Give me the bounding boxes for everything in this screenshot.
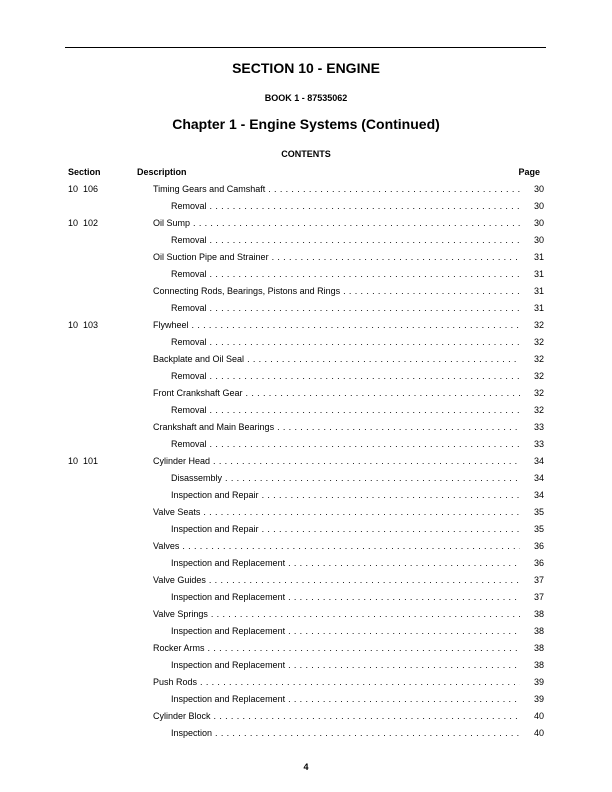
toc-row — [0, 623, 612, 640]
page-number: 4 — [303, 762, 309, 772]
toc-entry — [153, 708, 544, 725]
toc-description: Cylinder Block — [153, 711, 211, 721]
toc-row — [0, 266, 612, 283]
section-title: SECTION 10 - ENGINE — [232, 60, 380, 76]
toc-page-number: 36 — [533, 541, 544, 551]
toc-leader-dots — [288, 555, 520, 572]
toc-leader-dots — [210, 232, 520, 249]
toc-entry — [171, 198, 544, 215]
toc-page-number: 33 — [533, 439, 544, 449]
toc-page-number: 30 — [533, 218, 544, 228]
toc-entry — [153, 351, 544, 368]
toc-description: Oil Sump — [153, 218, 191, 228]
toc-description: Removal — [171, 405, 207, 415]
toc-description: Inspection and Replacement — [171, 694, 286, 704]
toc-leader-dots — [247, 351, 520, 368]
top-rule — [65, 47, 546, 48]
toc-row — [0, 521, 612, 538]
toc-entry — [171, 487, 544, 504]
toc-description: Rocker Arms — [153, 643, 205, 653]
toc-page-number: 30 — [533, 184, 544, 194]
toc-row — [0, 470, 612, 487]
toc-leader-dots — [288, 623, 520, 640]
toc-row — [0, 215, 612, 232]
table-of-contents — [0, 181, 612, 742]
toc-row — [0, 249, 612, 266]
toc-page-number: 32 — [533, 388, 544, 398]
toc-leader-dots — [193, 215, 520, 232]
toc-row — [0, 487, 612, 504]
toc-leader-dots — [288, 589, 520, 606]
toc-description: Valve Seats — [153, 507, 201, 517]
toc-row — [0, 402, 612, 419]
toc-description: Inspection and Replacement — [171, 558, 286, 568]
toc-page-number: 33 — [533, 422, 544, 432]
toc-description: Inspection and Replacement — [171, 626, 286, 636]
toc-description: Push Rods — [153, 677, 198, 687]
toc-description: Inspection and Replacement — [171, 592, 286, 602]
toc-entry — [153, 572, 544, 589]
toc-entry — [153, 674, 544, 691]
toc-entry — [171, 436, 544, 453]
toc-row — [0, 453, 612, 470]
book-number: BOOK 1 - 87535062 — [264, 93, 348, 103]
toc-row — [0, 419, 612, 436]
toc-entry — [171, 470, 544, 487]
toc-leader-dots — [246, 385, 520, 402]
toc-row — [0, 708, 612, 725]
toc-leader-dots — [211, 606, 520, 623]
toc-page-number: 38 — [533, 609, 544, 619]
toc-entry — [153, 385, 544, 402]
toc-row — [0, 606, 612, 623]
toc-leader-dots — [288, 691, 520, 708]
toc-leader-dots — [200, 674, 520, 691]
toc-leader-dots — [262, 521, 520, 538]
toc-page-number: 34 — [533, 456, 544, 466]
toc-description: Valves — [153, 541, 180, 551]
toc-description: Removal — [171, 235, 207, 245]
toc-entry — [171, 555, 544, 572]
toc-entry — [153, 249, 544, 266]
toc-row — [0, 572, 612, 589]
toc-entry — [171, 334, 544, 351]
toc-page-number: 31 — [533, 286, 544, 296]
toc-section-number: 10 102 — [68, 218, 99, 228]
toc-page-number: 40 — [533, 728, 544, 738]
toc-page-number: 39 — [533, 694, 544, 704]
toc-row — [0, 283, 612, 300]
toc-row — [0, 691, 612, 708]
toc-entry — [153, 538, 544, 555]
toc-page-number: 34 — [533, 490, 544, 500]
toc-entry — [171, 368, 544, 385]
toc-page-number: 34 — [533, 473, 544, 483]
toc-row — [0, 436, 612, 453]
toc-description: Valve Springs — [153, 609, 208, 619]
toc-leader-dots — [208, 640, 520, 657]
toc-page-number: 38 — [533, 660, 544, 670]
toc-row — [0, 317, 612, 334]
toc-row — [0, 589, 612, 606]
toc-row — [0, 334, 612, 351]
toc-leader-dots — [182, 538, 520, 555]
toc-leader-dots — [210, 300, 520, 317]
toc-entry — [153, 181, 544, 198]
toc-description: Disassembly — [171, 473, 223, 483]
toc-description: Removal — [171, 269, 207, 279]
toc-description: Front Crankshaft Gear — [153, 388, 243, 398]
toc-leader-dots — [268, 181, 520, 198]
toc-description: Backplate and Oil Seal — [153, 354, 245, 364]
toc-description: Inspection and Repair — [171, 490, 259, 500]
toc-page-number: 35 — [533, 524, 544, 534]
toc-leader-dots — [343, 283, 520, 300]
toc-entry — [171, 725, 544, 742]
toc-entry — [171, 266, 544, 283]
toc-section-number: 10 101 — [68, 456, 99, 466]
toc-entry — [171, 657, 544, 674]
toc-page-number: 32 — [533, 371, 544, 381]
toc-leader-dots — [210, 334, 520, 351]
toc-section-number: 10 103 — [68, 320, 99, 330]
column-header-description: Description — [137, 167, 187, 177]
toc-page-number: 32 — [533, 354, 544, 364]
toc-row — [0, 538, 612, 555]
toc-leader-dots — [225, 470, 520, 487]
toc-description: Flywheel — [153, 320, 189, 330]
toc-page-number: 38 — [533, 626, 544, 636]
toc-row — [0, 385, 612, 402]
toc-page-number: 38 — [533, 643, 544, 653]
contents-heading: CONTENTS — [281, 149, 331, 159]
toc-row — [0, 368, 612, 385]
toc-page-number: 31 — [533, 303, 544, 313]
toc-leader-dots — [213, 453, 520, 470]
toc-entry — [171, 402, 544, 419]
toc-description: Removal — [171, 337, 207, 347]
toc-description: Timing Gears and Camshaft — [153, 184, 266, 194]
toc-page-number: 40 — [533, 711, 544, 721]
toc-leader-dots — [277, 419, 520, 436]
toc-entry — [171, 623, 544, 640]
toc-row — [0, 351, 612, 368]
chapter-title: Chapter 1 - Engine Systems (Continued) — [172, 116, 440, 132]
toc-entry — [171, 300, 544, 317]
toc-leader-dots — [272, 249, 520, 266]
toc-page-number: 37 — [533, 592, 544, 602]
toc-row — [0, 300, 612, 317]
toc-description: Inspection — [171, 728, 213, 738]
toc-page-number: 32 — [533, 337, 544, 347]
toc-description: Cylinder Head — [153, 456, 211, 466]
toc-description: Inspection and Repair — [171, 524, 259, 534]
toc-entry — [171, 691, 544, 708]
toc-entry — [153, 215, 544, 232]
toc-leader-dots — [210, 402, 520, 419]
toc-page-number: 39 — [533, 677, 544, 687]
column-header-section: Section — [68, 167, 101, 177]
toc-leader-dots — [215, 725, 520, 742]
toc-page-number: 32 — [533, 320, 544, 330]
toc-page-number: 31 — [533, 269, 544, 279]
toc-description: Valve Guides — [153, 575, 206, 585]
toc-row — [0, 674, 612, 691]
toc-entry — [153, 453, 544, 470]
column-header-page: Page — [518, 167, 540, 177]
toc-leader-dots — [210, 436, 520, 453]
toc-leader-dots — [209, 572, 520, 589]
toc-entry — [153, 317, 544, 334]
toc-section-number: 10 106 — [68, 184, 99, 194]
toc-row — [0, 555, 612, 572]
toc-page-number: 32 — [533, 405, 544, 415]
toc-description: Removal — [171, 439, 207, 449]
toc-leader-dots — [288, 657, 520, 674]
toc-entry — [153, 283, 544, 300]
toc-entry — [153, 606, 544, 623]
toc-row — [0, 504, 612, 521]
toc-page-number: 36 — [533, 558, 544, 568]
toc-description: Removal — [171, 371, 207, 381]
toc-entry — [153, 504, 544, 521]
toc-leader-dots — [210, 266, 520, 283]
toc-row — [0, 181, 612, 198]
toc-row — [0, 232, 612, 249]
toc-entry — [153, 640, 544, 657]
toc-description: Removal — [171, 303, 207, 313]
toc-entry — [153, 419, 544, 436]
toc-entry — [171, 521, 544, 538]
toc-row — [0, 198, 612, 215]
toc-description: Crankshaft and Main Bearings — [153, 422, 275, 432]
toc-page-number: 30 — [533, 235, 544, 245]
toc-row — [0, 725, 612, 742]
toc-description: Removal — [171, 201, 207, 211]
toc-page-number: 35 — [533, 507, 544, 517]
toc-leader-dots — [210, 368, 520, 385]
toc-page-number: 30 — [533, 201, 544, 211]
toc-leader-dots — [210, 198, 520, 215]
toc-row — [0, 657, 612, 674]
toc-leader-dots — [192, 317, 520, 334]
toc-leader-dots — [214, 708, 520, 725]
toc-row — [0, 640, 612, 657]
toc-entry — [171, 589, 544, 606]
toc-entry — [171, 232, 544, 249]
toc-description: Oil Suction Pipe and Strainer — [153, 252, 269, 262]
toc-leader-dots — [262, 487, 520, 504]
toc-description: Inspection and Replacement — [171, 660, 286, 670]
toc-leader-dots — [203, 504, 520, 521]
toc-page-number: 37 — [533, 575, 544, 585]
toc-page-number: 31 — [533, 252, 544, 262]
toc-description: Connecting Rods, Bearings, Pistons and Rings — [153, 286, 341, 296]
